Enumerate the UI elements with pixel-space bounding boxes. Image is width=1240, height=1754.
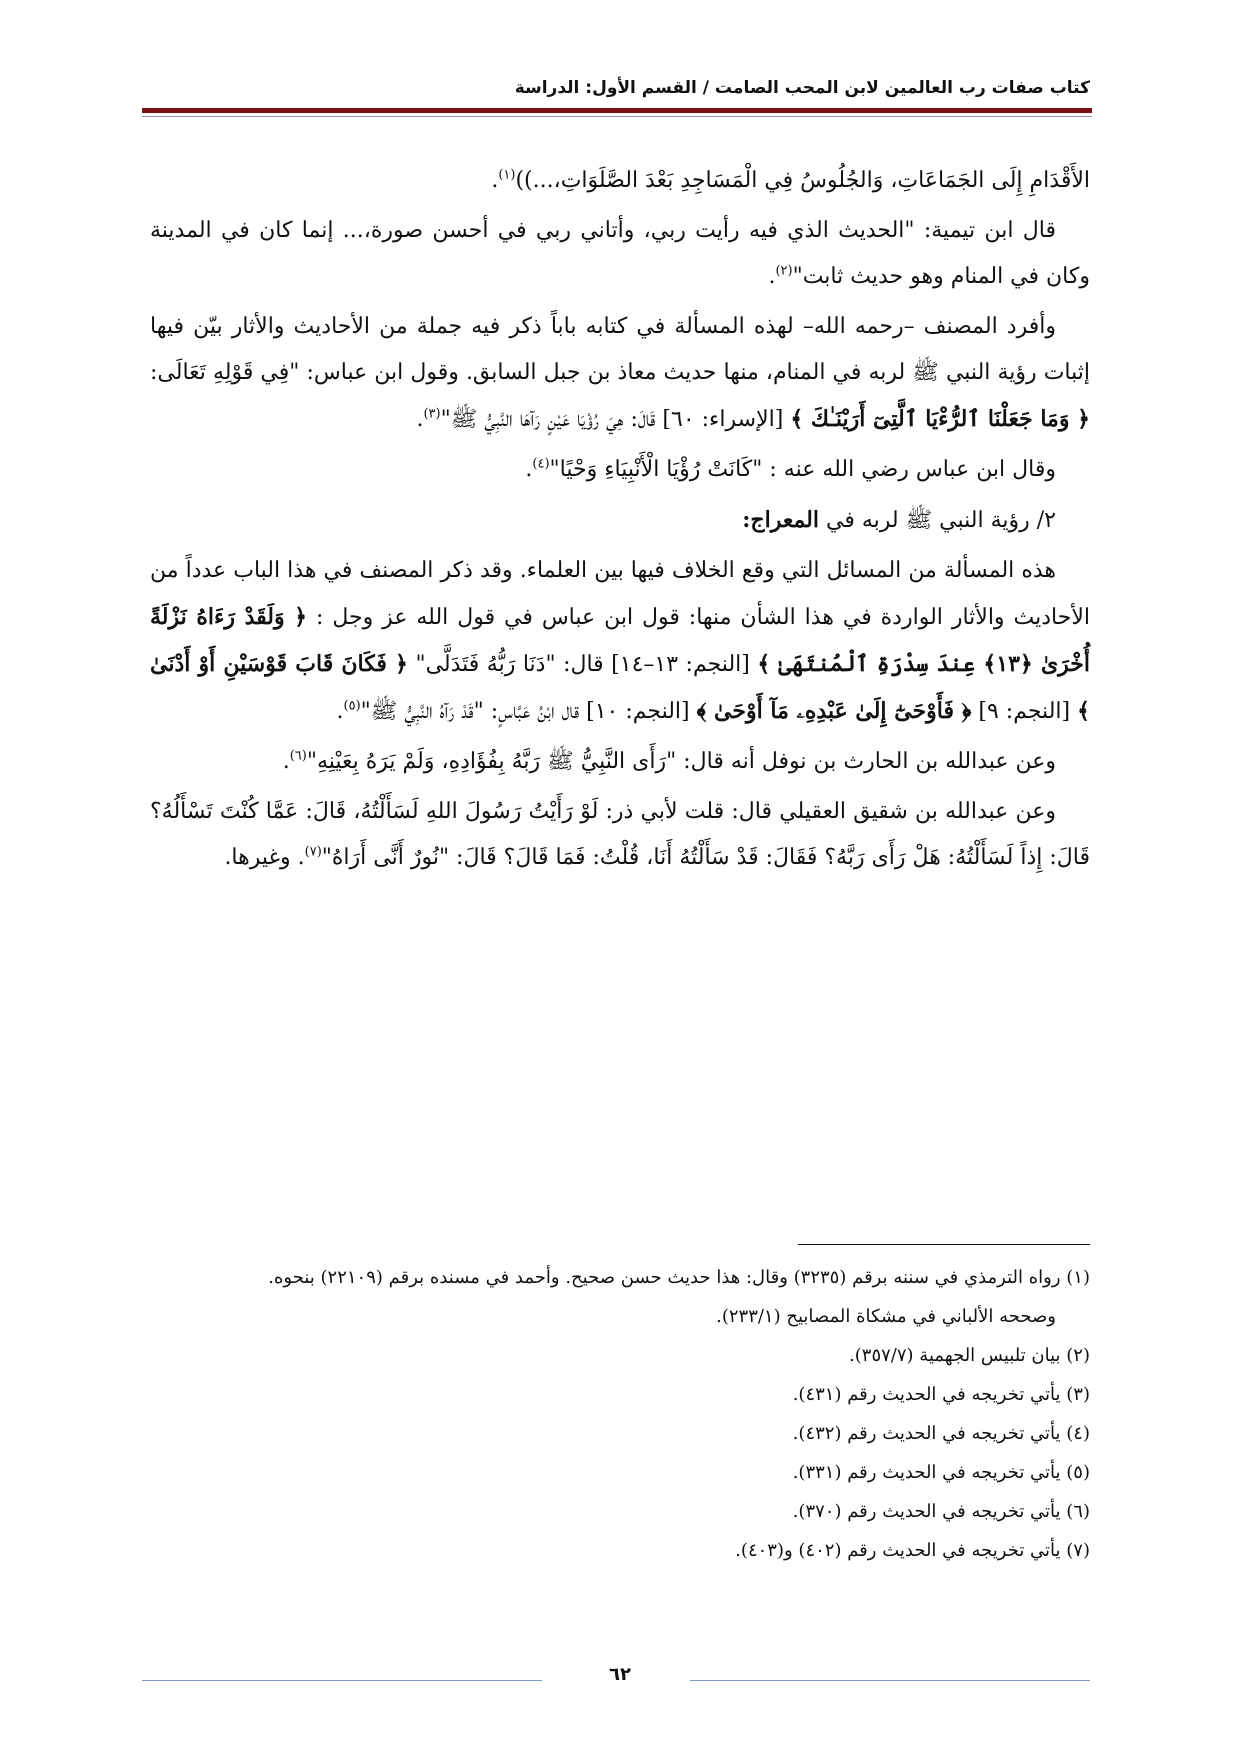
footnote-ref-1[interactable]: (١) bbox=[498, 167, 516, 183]
paragraph-text: وعن عبدالله بن الحارث بن نوفل أنه قال: "رَأَى النَّبِيُّ ﷺ رَبَّهُ بِفُؤَادِهِ، وَلَمْ يَرَهُ بِعَيْنِهِ" bbox=[306, 749, 1056, 774]
paragraph-text: [الإسراء: ٦٠] قَالَ: هِيَ رُؤْيَا عَيْنٍ رَآهَا النَّبِيُّ ﷺ" bbox=[440, 407, 784, 432]
footnote-ref-2[interactable]: (٢) bbox=[775, 263, 793, 279]
paragraph-text: [النجم: ١٣–١٤] قال: "دَنَا رَبُّهُ فَتَدَلَّى" bbox=[415, 652, 750, 677]
footnote-ref-4[interactable]: (٤) bbox=[532, 456, 550, 472]
footnote-separator bbox=[798, 1244, 1090, 1245]
paragraph-6 bbox=[150, 739, 1090, 785]
main-text bbox=[150, 158, 1090, 885]
paragraph-text: قال ابن تيمية: "الحديث الذي فيه رأيت ربي، وأتاني ربي في أحسن صورة،... إنما كان في المدينة وكان في المنام وهو حديث ثابت" bbox=[150, 218, 1090, 289]
footnote-ref-6[interactable]: (٦) bbox=[289, 748, 307, 764]
paragraph-3 bbox=[150, 304, 1090, 443]
footnote-5: (٥) يأتي تخريجه في الحديث رقم (٣٣١). bbox=[792, 1462, 1090, 1483]
footnote-1-continued: وصححه الألباني في مشكاة المصابيح (٢٣٣/١). bbox=[716, 1306, 1056, 1327]
paragraph-7 bbox=[150, 789, 1090, 881]
paragraph-end: . وغيرها. bbox=[224, 845, 305, 870]
page-number: ٦٢ bbox=[609, 1664, 631, 1685]
paragraph-4 bbox=[150, 447, 1090, 493]
quran-verse: ﴿ فَكَانَ قَابَ قَوْسَيْنِ أَوْ أَدْنَىٰ ﴾ bbox=[150, 651, 1090, 724]
paragraph-end: . bbox=[491, 168, 499, 193]
quran-verse: ﴿ وَلَقَدْ رَءَاهُ نَزْلَةً أُخْرَىٰ ﴿١٣﴾ عِندَ سِدْرَةِ ٱلْمُنتَهَىٰ ﴾ bbox=[150, 604, 1091, 677]
paragraph-end: . bbox=[282, 749, 290, 774]
footnote-1: (١) رواه الترمذي في سننه برقم (٣٢٣٥) وقال: هذا حديث حسن صحيح. وأحمد في مسنده برقم (٢٢١٠٩) بنحوه. bbox=[268, 1267, 1090, 1288]
paragraph-text: هذه المسألة من المسائل التي وقع الخلاف فيها بين العلماء. وقد ذكر المصنف في هذا الباب عدداً من الأحاديث والأثار الواردة في هذا الشأن منها: قول ابن عباس في قول الله عز وجل : bbox=[150, 558, 1090, 630]
quran-verse: ﴿ فَأَوْحَىٰٓ إِلَىٰ عَبْدِهِۦ مَآ أَوْحَىٰ ﴾ bbox=[696, 698, 972, 724]
paragraph-text: [النجم: ١٠] قال ابْنُ عَبَّاسٍ: "قَدْ رَآهُ النَّبِيُّ ﷺ" bbox=[360, 699, 690, 724]
footnote-ref-7[interactable]: (٧) bbox=[304, 844, 322, 860]
paragraph-text: وعن عبدالله بن شقيق العقيلي قال: قلت لأبي ذر: لَوْ رَأَيْتُ رَسُولَ اللهِ لَسَأَلْتُهُ، قَالَ: عَمَّا كُنْتَ تَسْأَلُهُ؟ قَالَ: إِذاً لَسَأَلْتُهُ: هَلْ رَأَى رَبَّهُ؟ فَقَالَ: قَدْ سَأَلْتُهُ أَنَا، قُلْتُ: فَمَا قَالَ؟ قَالَ: "نُورٌ أَنَّى أَرَاهُ" bbox=[150, 799, 1090, 870]
footnote-4: (٤) يأتي تخريجه في الحديث رقم (٤٣٢). bbox=[792, 1423, 1090, 1444]
paragraph-text: وأفرد المصنف –رحمه الله– لهذه المسألة في كتابه باباً ذكر فيه جملة من الأحاديث والأثار بيّن فيها إثبات رؤية النبي ﷺ لربه في المنام، منها حديث معاذ بن جبل السابق. وقول ابن عباس: "فِي قَوْلِهِ تَعَالَى: bbox=[150, 314, 1090, 385]
footer-rule-right bbox=[690, 1680, 1090, 1681]
section-heading bbox=[150, 497, 1090, 544]
footnote-ref-3[interactable]: (٣) bbox=[423, 406, 441, 422]
footnote-2: (٢) بيان تلبيس الجهمية (٣٥٧/٧). bbox=[849, 1345, 1090, 1366]
paragraph-text: وقال ابن عباس رضي الله عنه : "كَانَتْ رُؤْيَا الْأَنْبِيَاءِ وَحْيًا" bbox=[549, 457, 1056, 482]
footnote-7: (٧) يأتي تخريجه في الحديث رقم (٤٠٢) و(٤٠٣). bbox=[735, 1540, 1090, 1561]
paragraph-end: . bbox=[336, 699, 344, 724]
paragraph-text: الأَقْدَامِ إِلَى الجَمَاعَاتِ، وَالجُلُوسُ فِي الْمَسَاجِدِ بَعْدَ الصَّلَوَاتِ،...)) bbox=[515, 168, 1090, 193]
paragraph-end: . bbox=[416, 407, 424, 432]
footnotes bbox=[150, 1258, 1090, 1570]
paragraph-text: [النجم: ٩] bbox=[978, 699, 1071, 724]
header-rule-thin bbox=[142, 116, 1092, 117]
running-header: كتاب صفات رب العالمين لابن المحب الصامت / القسم الأول: الدراسة bbox=[514, 78, 1090, 98]
paragraph-5 bbox=[150, 548, 1090, 735]
footer-rule-left bbox=[142, 1680, 542, 1681]
paragraph-1 bbox=[150, 158, 1090, 204]
paragraph-end: . bbox=[768, 264, 776, 289]
footnote-3: (٣) يأتي تخريجه في الحديث رقم (٤٣١). bbox=[792, 1384, 1090, 1405]
header-rule bbox=[142, 108, 1092, 113]
heading-bold-word: المعراج: bbox=[742, 507, 819, 533]
paragraph-end: . bbox=[525, 457, 533, 482]
paragraph-2 bbox=[150, 208, 1090, 300]
heading-text: ٢/ رؤية النبي ﷺ لربه في bbox=[826, 508, 1056, 533]
footnote-ref-5[interactable]: (٥) bbox=[343, 698, 361, 714]
quran-verse: ﴿ وَمَا جَعَلْنَا ٱلرُّءْيَا ٱلَّتِىٓ أَرَيْنَـٰكَ ﴾ bbox=[790, 406, 1090, 432]
footnote-6: (٦) يأتي تخريجه في الحديث رقم (٣٧٠). bbox=[792, 1501, 1090, 1522]
